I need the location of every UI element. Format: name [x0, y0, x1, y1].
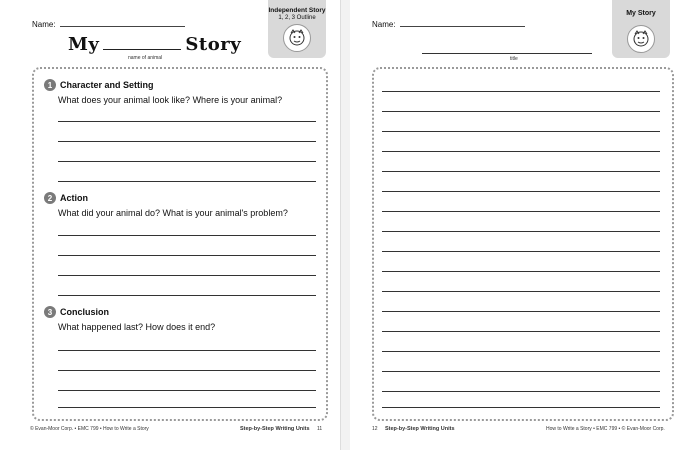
writing-line[interactable] — [382, 351, 660, 352]
writing-line[interactable] — [382, 211, 660, 212]
section-action — [44, 192, 88, 204]
tab-subtitle: 1, 2, 3 Outline — [278, 15, 316, 21]
writing-line[interactable] — [58, 161, 316, 162]
writing-line[interactable] — [382, 151, 660, 152]
title-my: My — [68, 34, 100, 55]
animal-name-blank[interactable] — [103, 35, 181, 50]
writing-line[interactable] — [58, 235, 316, 236]
section-question: What did your animal do? What is your animal's problem? — [58, 208, 288, 218]
writing-line[interactable] — [382, 331, 660, 332]
section-conclusion — [44, 306, 109, 318]
writing-line[interactable] — [58, 255, 316, 256]
writing-line[interactable] — [382, 271, 660, 272]
left-page — [0, 0, 340, 450]
section-question: What happened last? How does it end? — [58, 322, 216, 332]
my-story-tab — [612, 0, 670, 58]
section-question: What does your animal look like? Where is your animal? — [58, 95, 283, 105]
name-label: Name: — [372, 20, 396, 29]
tab-title: My Story — [626, 10, 656, 17]
writing-line[interactable] — [382, 391, 660, 392]
writing-line[interactable] — [382, 311, 660, 312]
writing-line[interactable] — [382, 231, 660, 232]
section-number: 2 — [44, 192, 56, 204]
writing-line[interactable] — [58, 370, 316, 371]
independent-story-tab — [268, 0, 326, 58]
story-box — [372, 67, 674, 421]
name-field[interactable] — [60, 18, 185, 27]
page-number: 11 — [316, 426, 323, 432]
writing-line[interactable] — [58, 275, 316, 276]
tab-title: Independent Story — [268, 7, 326, 14]
title-caption: title — [510, 56, 518, 62]
animal-face-icon — [627, 25, 655, 53]
writing-line[interactable] — [58, 141, 316, 142]
writing-line[interactable] — [58, 407, 316, 408]
title-line[interactable] — [422, 53, 592, 54]
section-heading: Character and Setting — [60, 80, 154, 90]
writing-line[interactable] — [382, 171, 660, 172]
writing-line[interactable] — [382, 91, 660, 92]
writing-line[interactable] — [382, 131, 660, 132]
writing-line[interactable] — [382, 371, 660, 372]
writing-line[interactable] — [58, 295, 316, 296]
writing-line[interactable] — [58, 350, 316, 351]
footer-series: Step-by-Step Writing Units — [384, 426, 455, 432]
writing-line[interactable] — [382, 191, 660, 192]
writing-line[interactable] — [58, 181, 316, 182]
animal-face-icon — [283, 24, 311, 52]
footer-left: © Evan-Moor Corp. • EMC 799 • How to Write a Story — [30, 426, 149, 432]
name-label: Name: — [32, 20, 56, 29]
title-story: Story — [185, 34, 242, 55]
name-row — [32, 18, 185, 29]
section-number: 3 — [44, 306, 56, 318]
writing-line[interactable] — [382, 251, 660, 252]
name-row — [372, 18, 525, 29]
name-field[interactable] — [400, 18, 525, 27]
writing-line[interactable] — [382, 111, 660, 112]
footer-series: Step-by-Step Writing Units — [240, 426, 310, 432]
footer-right: How to Write a Story • EMC 799 • © Evan-Moor Corp. — [546, 426, 665, 432]
writing-line[interactable] — [58, 121, 316, 122]
outline-box — [32, 67, 328, 421]
section-number: 1 — [44, 79, 56, 91]
page-number: 12 — [372, 426, 378, 432]
section-character-setting — [44, 79, 154, 91]
writing-line[interactable] — [382, 291, 660, 292]
footer-right — [240, 426, 322, 432]
footer-left — [372, 426, 455, 432]
writing-line[interactable] — [382, 407, 660, 408]
writing-line[interactable] — [58, 390, 316, 391]
page-title — [68, 34, 241, 55]
title-caption: name of animal — [128, 55, 163, 61]
section-heading: Conclusion — [60, 307, 109, 317]
right-page — [350, 0, 700, 450]
section-heading: Action — [60, 193, 88, 203]
